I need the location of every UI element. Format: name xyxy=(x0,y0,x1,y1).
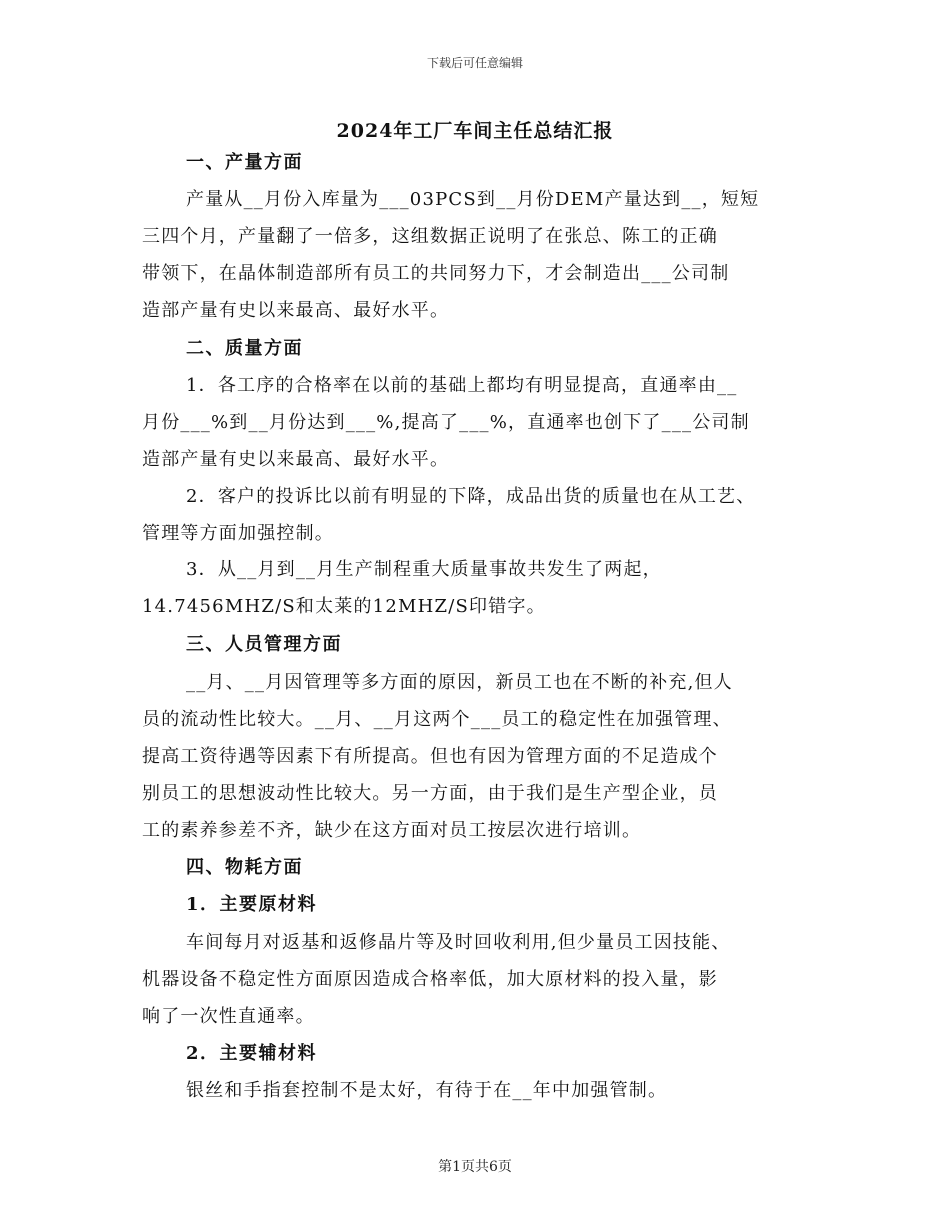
paragraph-line: 员的流动性比较大。__月、__月这两个___员工的稳定性在加强管理、 xyxy=(142,709,732,730)
paragraph-line: 3．从__月到__月生产制程重大质量事故共发生了两起， xyxy=(186,559,662,580)
paragraph-line: __月、__月因管理等多方面的原因，新员工也在不断的补充,但人 xyxy=(186,672,733,693)
paragraph-line: 别员工的思想波动性比较大。另一方面，由于我们是生产型企业，员 xyxy=(142,783,718,804)
section-heading-personnel: 三、人员管理方面 xyxy=(186,634,342,655)
paragraph-line: 产量从__月份入库量为___03PCS到__月份DEM产量达到__，短短 xyxy=(186,189,760,210)
paragraph-line: 带领下，在晶体制造部所有员工的共同努力下，才会制造出___公司制 xyxy=(142,263,730,284)
page-number: 第1页共6页 xyxy=(438,1159,512,1175)
paragraph-line: 1．各工序的合格率在以前的基础上都均有明显提高，直通率由__ xyxy=(186,375,738,396)
paragraph-line: 三四个月，产量翻了一倍多，这组数据正说明了在张总、陈工的正确 xyxy=(142,226,718,247)
header-note: 下载后可任意编辑 xyxy=(426,56,523,70)
subheading-auxiliary-materials: 2．主要辅材料 xyxy=(186,1043,318,1064)
paragraph-line: 银丝和手指套控制不是太好，有待于在__年中加强管制。 xyxy=(186,1080,668,1101)
paragraph-line: 造部产量有史以来最高、最好水平。 xyxy=(142,300,450,321)
section-heading-quality: 二、质量方面 xyxy=(186,338,303,359)
paragraph-line: 管理等方面加强控制。 xyxy=(142,523,334,544)
paragraph-line: 响了一次性直通率。 xyxy=(142,1006,315,1027)
document-title: 2024年工厂车间主任总结汇报 xyxy=(336,120,614,142)
paragraph-line: 月份___%到__月份达到___%,提高了___%，直通率也创下了___公司制 xyxy=(142,412,750,433)
section-heading-consumption: 四、物耗方面 xyxy=(186,857,303,878)
paragraph-line: 造部产量有史以来最高、最好水平。 xyxy=(142,449,450,470)
paragraph-line: 工的素养参差不齐，缺少在这方面对员工按层次进行培训。 xyxy=(142,820,642,841)
paragraph-line: 2．客户的投诉比以前有明显的下降，成品出货的质量也在从工艺、 xyxy=(186,486,756,507)
subheading-raw-materials: 1．主要原材料 xyxy=(186,894,318,915)
paragraph-line: 提高工资待遇等因素下有所提高。但也有因为管理方面的不足造成个 xyxy=(142,746,718,767)
paragraph-line: 车间每月对返基和返修晶片等及时回收利用,但少量员工因技能、 xyxy=(186,932,731,953)
paragraph-line: 14.7456MHZ/S和太莱的12MHZ/S印错字。 xyxy=(142,596,546,617)
section-heading-production: 一、产量方面 xyxy=(186,152,303,173)
paragraph-line: 机器设备不稳定性方面原因造成合格率低，加大原材料的投入量，影 xyxy=(142,969,718,990)
